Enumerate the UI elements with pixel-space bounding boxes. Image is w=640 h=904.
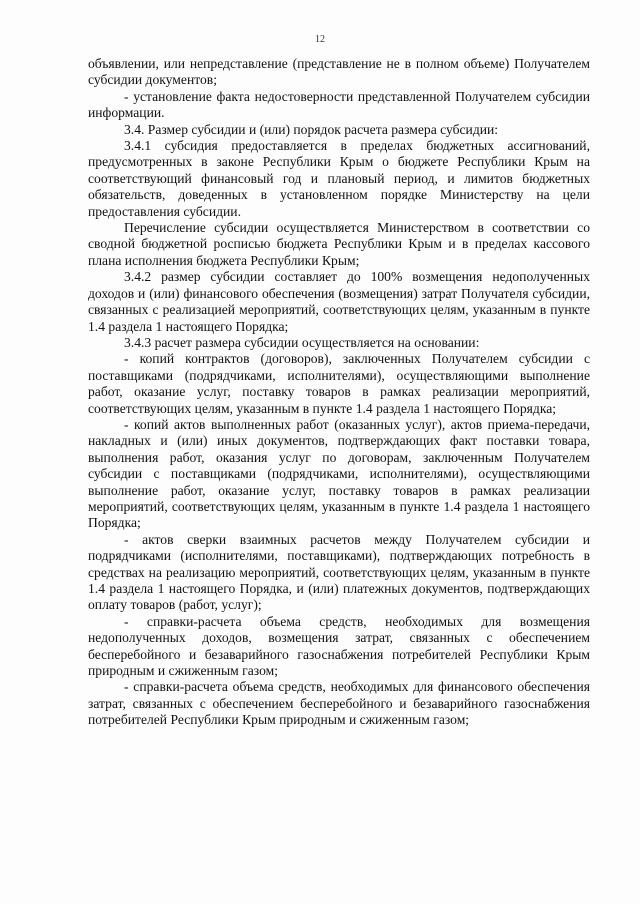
- paragraph-1: объявлении, или непредставление (представление не в полном объеме) Получателем субсидии документов;: [88, 56, 590, 88]
- page-number: 12: [315, 34, 325, 45]
- section-heading-3-4: 3.4. Размер субсидии и (или) порядок расчета размера субсидии:: [124, 121, 499, 137]
- paragraph-3-4-1: 3.4.1 субсидия предоставляется в пределах бюджетных ассигнований, предусмотренных в законе Республики Крым о бюджете Республики Крым на соответствующий финансовый год и плановый период, и лимитов бюджетных обязательств, доведенных в установленном порядке Министерству на цели предоставления субсидии.: [88, 138, 590, 219]
- list-item-acts: - копий актов выполненных работ (оказанных услуг), актов приема-передачи, накладных и (или) иных документов, подтверждающих факт поставки товара, выполнения работ, оказания услуг по договорам, заключенным Получателем субсидии с поставщиками (подрядчиками, исполнителями), осуществляющими выполнение работ, оказание услуг, поставку товаров в рамках реализации мероприятий, соответствующих целям, указанным в пункте 1.4 раздела 1 настоящего Порядка;: [88, 416, 590, 531]
- list-item-reconciliation: - актов сверки взаимных расчетов между Получателем субсидии и подрядчиками (исполнителями, поставщиками), подтверждающих потребность в средствах на реализацию мероприятий, соответствующих целям, указанным в пункте 1.4 раздела 1 настоящего Порядка, и (или) платежных документов, подтверждающих оплату товаров (работ, услуг);: [88, 531, 590, 613]
- list-item-calc-reimbursement: - справки-расчета объема средств, необходимых для возмещения недополученных доходов, возмещения затрат, связанных с обеспечением бесперебойного и безаварийного газоснабжения потребителей Республики Крым природным и сжиженным газом;: [88, 613, 590, 679]
- paragraph-3-4-3: 3.4.3 расчет размера субсидии осуществляется на основании:: [124, 334, 480, 350]
- paragraph-3-4-2: 3.4.2 размер субсидии составляет до 100% возмещения недополученных доходов и (или) финансового обеспечения (возмещения) затрат Получателя субсидии, связанных с реализацией мероприятий, соответствующих целям, указанным в пункте 1.4 раздела 1 настоящего Порядка;: [88, 269, 590, 334]
- paragraph-transfer: Перечисление субсидии осуществляется Министерством в соответствии со сводной бюджетной росписью бюджета Республики Крым и в пределах кассового плана исполнения бюджета Республики Крым;: [88, 220, 590, 268]
- document-body: [88, 56, 590, 729]
- list-item-calc-financing: - справки-расчета объема средств, необходимых для финансового обеспечения затрат, связанных с обеспечением бесперебойного и безаварийного газоснабжения потребителей Республики Крым природным и сжиженным газом;: [88, 679, 590, 728]
- paragraph-2: - установление факта недостоверности представленной Получателем субсидии информации.: [88, 88, 590, 121]
- list-item-contracts: - копий контрактов (договоров), заключенных Получателем субсидии с поставщиками (подрядчиками, исполнителями), осуществляющими выполнение работ, оказание услуг, поставку товаров в рамках реализации мероприятий, соответствующих целям, указанным в пункте 1.4 раздела 1 настоящего Порядка;: [88, 351, 590, 416]
